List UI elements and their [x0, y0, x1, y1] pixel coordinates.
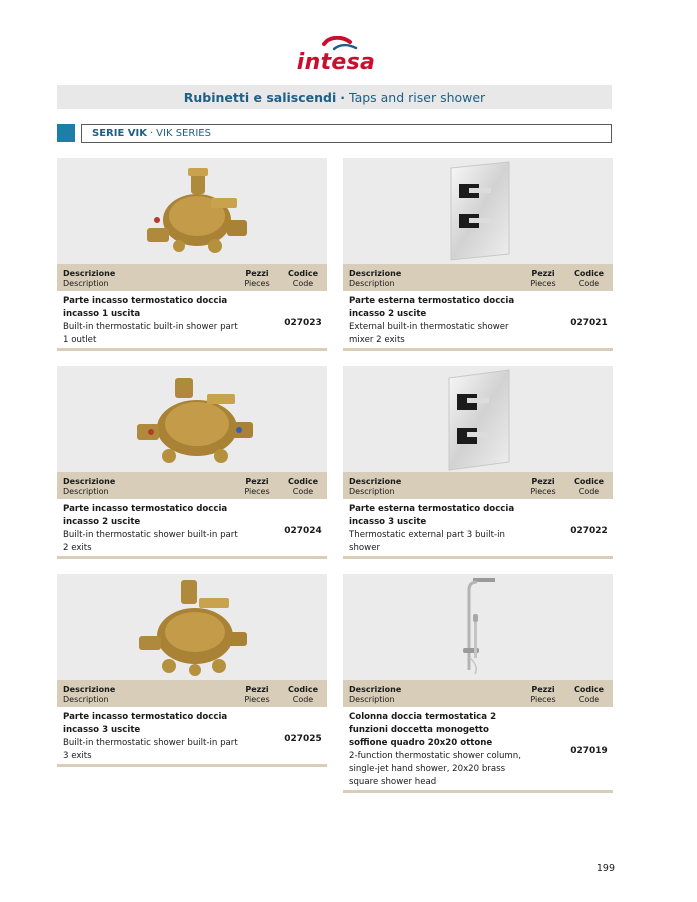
- header-pieces-en: Pieces: [530, 487, 556, 496]
- row-divider: [57, 348, 327, 351]
- product-name-en: Thermostatic external part 3 built-in shower: [349, 530, 505, 553]
- product-code: 027019: [570, 746, 608, 756]
- brass-valve-icon: [57, 366, 327, 472]
- header-desc-en: Description: [349, 279, 395, 288]
- header-code-it: Codice: [287, 269, 318, 278]
- header-desc-it: Descrizione: [63, 477, 116, 486]
- product-code: 027022: [570, 526, 608, 536]
- product-description: [349, 503, 529, 555]
- header-code-en: Code: [578, 487, 600, 496]
- product-code: 027024: [284, 526, 322, 536]
- header-code-en: Code: [578, 695, 600, 704]
- product-name-en: External built-in thermostatic shower mixer 2 exits: [349, 322, 509, 345]
- header-desc-it: Descrizione: [349, 269, 402, 278]
- chrome-mixer-plate-icon: [343, 366, 613, 472]
- title-english: Taps and riser shower: [349, 89, 486, 105]
- header-code-it: Codice: [573, 477, 604, 486]
- product-name-it: Parte incasso termostatico doccia incasso 3 uscite: [63, 712, 228, 735]
- header-desc-en: Description: [349, 487, 395, 496]
- row-divider: [57, 764, 327, 767]
- product-name-it: Parte esterna termostatico doccia incasso 3 uscite: [349, 504, 515, 527]
- table-header: [57, 264, 327, 291]
- header-desc-it: Descrizione: [349, 477, 402, 486]
- brass-valve-icon: [57, 158, 327, 264]
- header-desc-it: Descrizione: [349, 685, 402, 694]
- product-photo: [343, 366, 613, 472]
- header-desc-it: Descrizione: [63, 685, 116, 694]
- product-name-en: Built-in thermostatic shower built-in part 3 exits: [63, 738, 238, 761]
- product-code: 027023: [284, 318, 322, 328]
- page-title: [57, 85, 612, 109]
- header-pieces-en: Pieces: [244, 695, 270, 704]
- header-pieces-it: Pezzi: [245, 269, 269, 278]
- product-photo: [343, 158, 613, 264]
- table-header: [343, 472, 613, 499]
- brand-name: intesa: [296, 50, 376, 75]
- header-pieces-it: Pezzi: [245, 477, 269, 486]
- product-description: [63, 295, 243, 347]
- header-pieces-it: Pezzi: [245, 685, 269, 694]
- title-italian: Rubinetti e saliscendi: [183, 89, 337, 105]
- header-desc-en: Description: [63, 279, 109, 288]
- row-divider: [343, 790, 613, 793]
- series-heading: [81, 124, 612, 143]
- product-name-en: Built-in thermostatic built-in shower part 1 outlet: [63, 322, 238, 345]
- header-pieces-it: Pezzi: [531, 269, 555, 278]
- product-photo: [57, 158, 327, 264]
- title-separator: ·: [340, 89, 345, 105]
- table-header: [343, 264, 613, 291]
- page-number: 199: [596, 863, 615, 874]
- product-photo: [343, 574, 613, 680]
- product-name-it: Colonna doccia termostatica 2 funzioni doccetta monogetto soffione quadro 20x20 ottone: [349, 712, 497, 748]
- header-code-en: Code: [292, 695, 314, 704]
- row-divider: [343, 348, 613, 351]
- header-desc-en: Description: [63, 695, 109, 704]
- product-description: [63, 711, 243, 763]
- product-photo: [57, 574, 327, 680]
- product-name-it: Parte incasso termostatico doccia incasso 2 uscite: [63, 504, 228, 527]
- product-description: [63, 503, 243, 555]
- product-photo: [57, 366, 327, 472]
- shower-column-icon: [343, 574, 613, 680]
- series-marker: [57, 124, 75, 142]
- header-code-it: Codice: [287, 685, 318, 694]
- product-description: [349, 295, 529, 347]
- header-pieces-en: Pieces: [530, 279, 556, 288]
- header-pieces-en: Pieces: [530, 695, 556, 704]
- chrome-mixer-plate-icon: [343, 158, 613, 264]
- header-pieces-en: Pieces: [244, 279, 270, 288]
- table-header: [57, 680, 327, 707]
- brand-logo: [296, 36, 376, 80]
- header-pieces-it: Pezzi: [531, 477, 555, 486]
- product-name-en: Built-in thermostatic shower built-in part 2 exits: [63, 530, 238, 553]
- row-divider: [57, 556, 327, 559]
- product-name-en: 2-function thermostatic shower column, single-jet hand shower, 20x20 brass square shower head: [349, 751, 521, 787]
- header-code-it: Codice: [573, 269, 604, 278]
- header-desc-en: Description: [63, 487, 109, 496]
- header-desc-it: Descrizione: [63, 269, 116, 278]
- product-name-it: Parte esterna termostatico doccia incasso 2 uscite: [349, 296, 515, 319]
- product-description: [349, 711, 521, 789]
- product-code: 027025: [284, 734, 322, 744]
- header-pieces-it: Pezzi: [531, 685, 555, 694]
- header-code-it: Codice: [287, 477, 318, 486]
- table-header: [343, 680, 613, 707]
- header-desc-en: Description: [349, 695, 395, 704]
- product-name-it: Parte incasso termostatico doccia incasso 1 uscita: [63, 296, 228, 319]
- series-italian: SERIE VIK: [92, 128, 147, 139]
- header-code-en: Code: [292, 279, 314, 288]
- series-separator: ·: [149, 128, 154, 139]
- header-code-en: Code: [578, 279, 600, 288]
- header-code-it: Codice: [573, 685, 604, 694]
- brass-valve-icon: [57, 574, 327, 680]
- series-english: VIK SERIES: [156, 128, 211, 139]
- header-code-en: Code: [292, 487, 314, 496]
- product-code: 027021: [570, 318, 608, 328]
- header-pieces-en: Pieces: [244, 487, 270, 496]
- row-divider: [343, 556, 613, 559]
- table-header: [57, 472, 327, 499]
